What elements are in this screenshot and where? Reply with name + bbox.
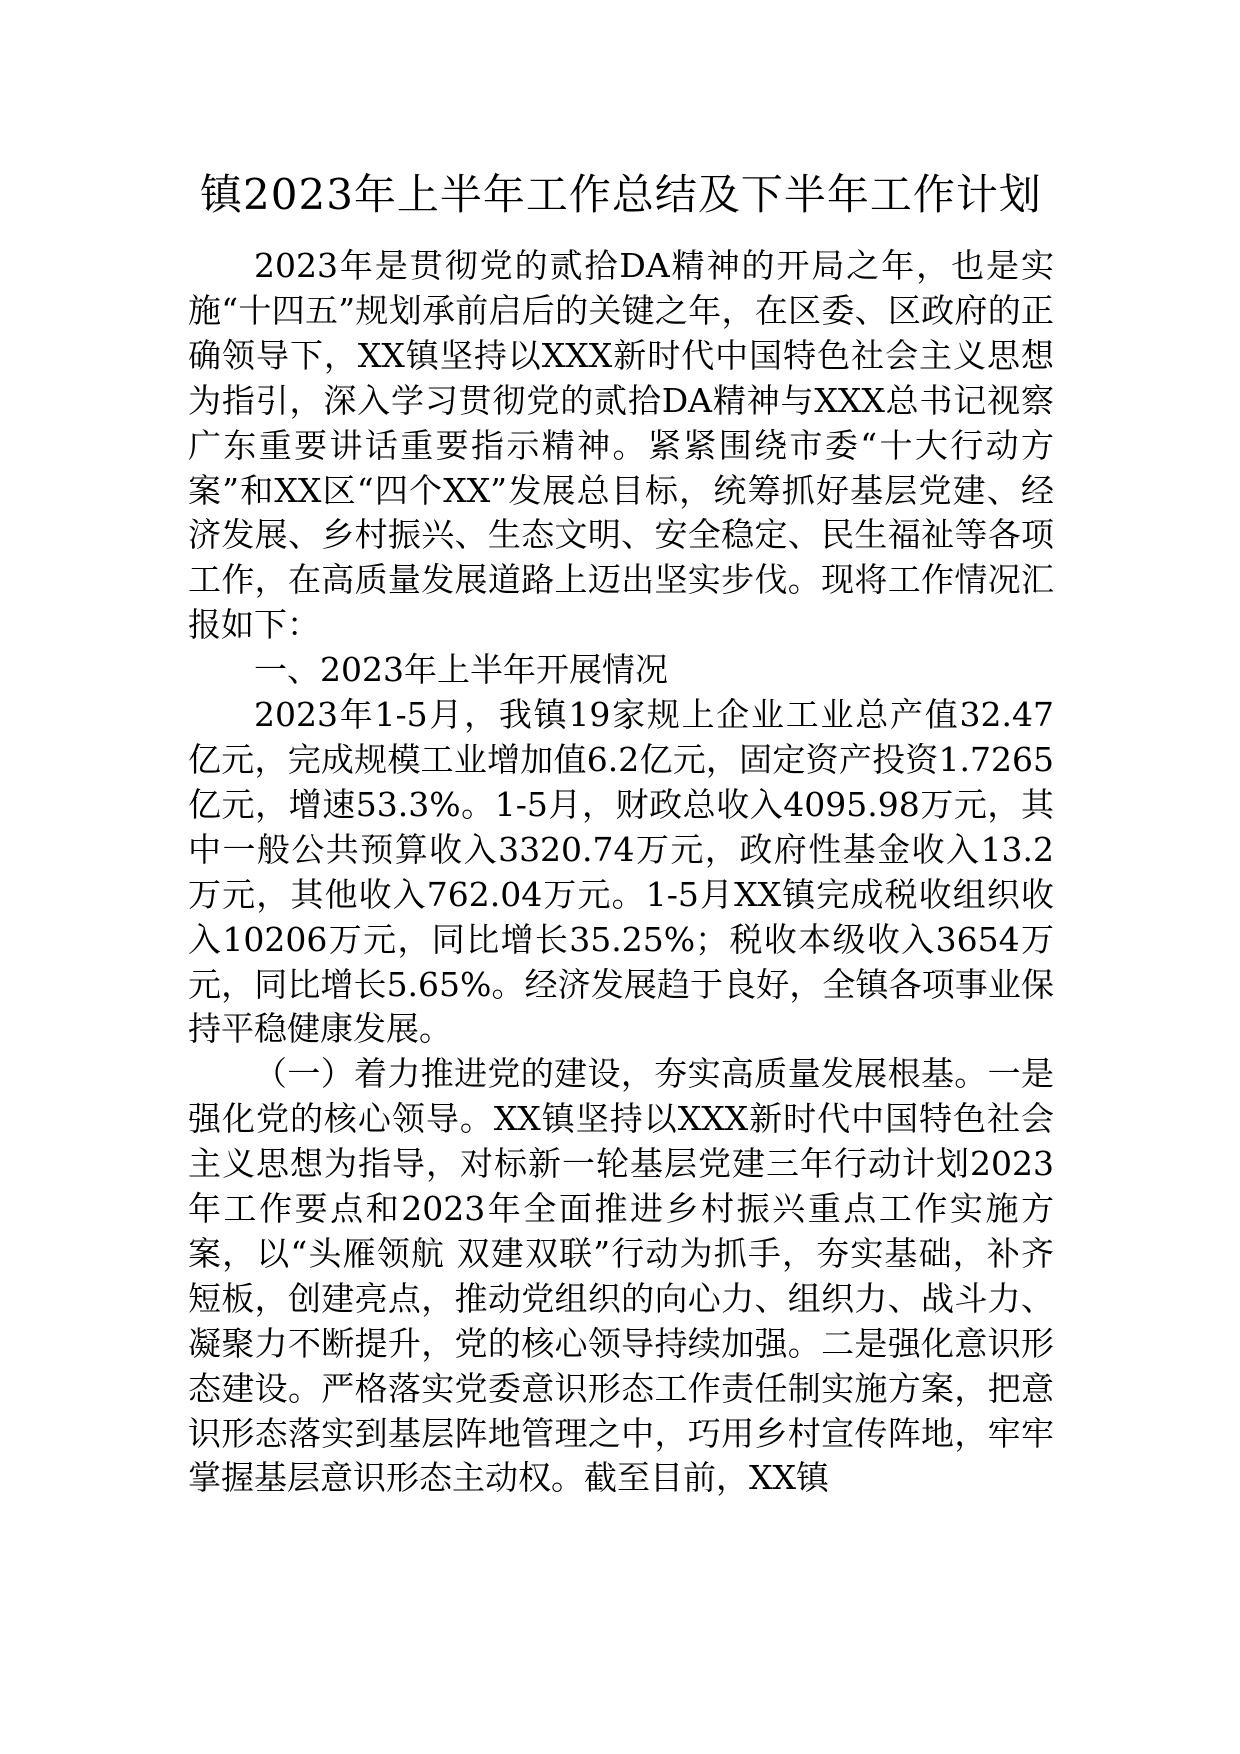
intro-paragraph: 2023年是贯彻党的贰拾DA精神的开局之年，也是实施“十四五”规划承前启后的关键之年，在区委、区政府的正确领导下，XX镇坚持以XXX新时代中国特色社会主义思想为指引，深入学习贯彻党的贰拾DA精神与XXX总书记视察广东重要讲话重要指示精神。紧紧围绕市委“十大行动方案”和XX区“四个XX”发展总目标，统筹抓好基层党建、经济发展、乡村振兴、生态文明、安全稳定、民生福祉等各项工作，在高质量发展道路上迈出坚实步伐。现将工作情况汇报如下： (188, 246, 1054, 645)
document-page (188, 150, 1054, 1501)
economy-paragraph: 2023年1-5月，我镇19家规上企业工业总产值32.47亿元，完成规模工业增加值6.2亿元，固定资产投资1.7265亿元，增速53.3%。1-5月，财政总收入4095.98万元，其中一般公共预算收入3320.74万元，政府性基金收入13.2万元，其他收入762.04万元。1-5月XX镇完成税收组织收入10206万元，同比增长35.25%；税收本级收入3654万元，同比增长5.65%。经济发展趋于良好，全镇各项事业保持平稳健康发展。 (188, 695, 1054, 1049)
document-title: 镇2023年上半年工作总结及下半年工作计划 (200, 170, 1042, 219)
party-building-paragraph: （一）着力推进党的建设，夯实高质量发展根基。一是强化党的核心领导。XX镇坚持以XXX新时代中国特色社会主义思想为指导，对标新一轮基层党建三年行动计划2023年工作要点和2023年全面推进乡村振兴重点工作实施方案，以“头雁领航 双建双联”行动为抓手，夯实基础，补齐短板，创建亮点，推动党组织的向心力、组织力、战斗力、凝聚力不断提升，党的核心领导持续加强。二是强化意识形态建设。严格落实党委意识形态工作责任制实施方案，把意识形态落实到基层阵地管理之中，巧用乡村宣传阵地，牢牢掌握基层意识形态主动权。截至目前，XX镇 (188, 1054, 1054, 1498)
section-heading: 一、2023年上半年开展情况 (254, 650, 668, 690)
